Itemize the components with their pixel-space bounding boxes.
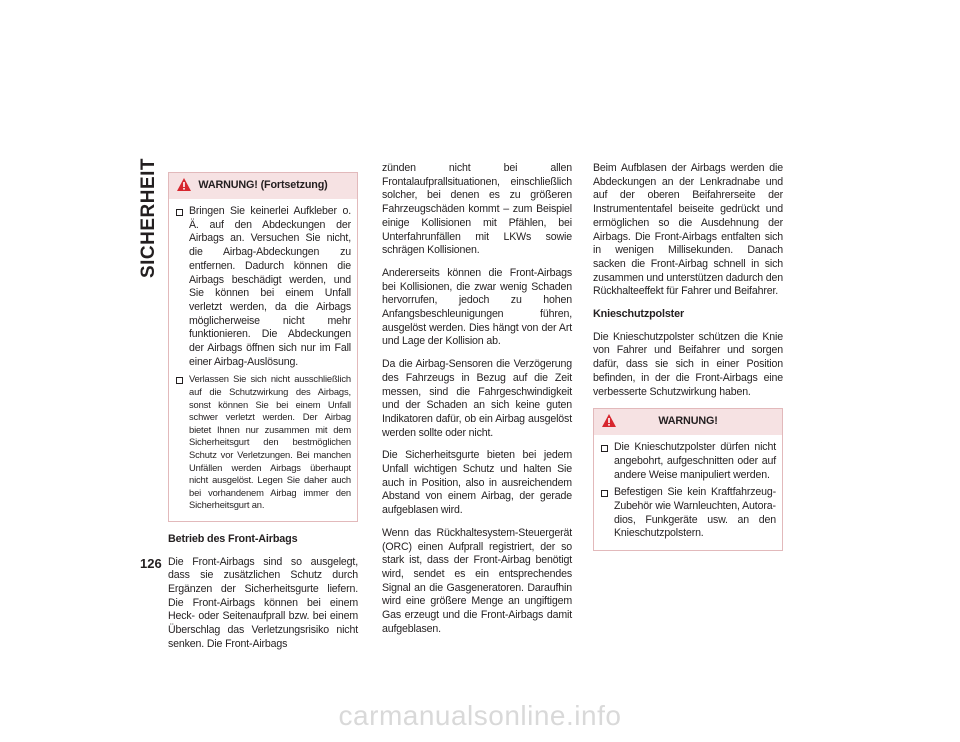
bullet-box-icon xyxy=(601,490,608,497)
column-3 xyxy=(593,162,783,562)
body-paragraph: Wenn das Rückhaltesystem-Steuergerät (ORC) einen Aufprall registriert, der so stark ist, dass der Front-Airbag benötigt wird, sendet es ein entsprechendes Signal an die Gasgeneratoren. Daraufhin wird eine größere Menge an ungiftigem Gas erzeugt und die Front-Airbags damit aufgeblasen. xyxy=(382,526,572,635)
body-paragraph: Die Sicherheitsgurte bieten bei jedem Unfall wichtigen Schutz und halten Sie auch in Position, also in ausreichendem Abstand von einem Airbag, der gerade aufgeblasen wird. xyxy=(382,449,572,517)
bullet-box-icon xyxy=(176,377,183,384)
warning-box-continued xyxy=(168,172,358,522)
bullet-box-icon xyxy=(176,209,183,216)
body-paragraph: Die Front-Airbags sind so ausgelegt, dass sie zusätzlichen Schutz durch Ergänzen der Sicherheitsgurte liefern. Die Front-Airbags können bei einem Heck- oder Seitenaufprall bzw. bei einem Überschlag das Verletzungsrisiko nicht senken. Die Front-Airbags xyxy=(168,555,358,650)
warning-item-text: Die Knieschutzpolster dürfen nicht angebohrt, aufgeschnitten oder auf andere Weise manipuliert werden. xyxy=(614,441,776,481)
warning-body xyxy=(594,435,782,550)
warning-box xyxy=(593,408,783,551)
column-2 xyxy=(382,162,572,646)
section-title-text: SICHERHEIT xyxy=(138,157,160,278)
warning-item-text: Verlassen Sie sich nicht ausschließlich auf die Schutzwirkung des Airbags, sonst können Sie bei einem Unfall schwer verletzt werden. Der Airbag bietet Ihnen nur zusammen mit dem Sicherheitsgurt den bestmöglichen Schutz vor Verletzungen. Bei manchen Unfällen werden Airbags überhaupt nicht ausgelöst. Legen Sie daher auch bei vorhandenem Airbag immer den Sicherheitsgurt an. xyxy=(189,373,351,511)
warning-item xyxy=(600,486,776,541)
warning-triangle-icon xyxy=(176,177,192,192)
warning-item-text: Befestigen Sie kein Kraftfahrzeug-Zubehör wie Warnleuchten, Autoradios, Funkgeräte usw. an den Knieschutzpolstern. xyxy=(614,486,776,540)
warning-header xyxy=(594,409,782,435)
body-paragraph: zünden nicht bei allen Frontalaufprallsituationen, einschließlich solcher, bei denen es zu größeren Fahrzeugschäden kommt – zum Beispiel einige Kollisionen mit Pfählen, bei Unterfahrunfällen mit LKWs sowie schrägen Kollisionen. xyxy=(382,162,572,257)
column-1 xyxy=(168,172,358,661)
warning-body xyxy=(169,199,357,521)
watermark: carmanualsonline.info xyxy=(338,700,622,731)
section-side-title xyxy=(137,157,161,278)
warning-item xyxy=(600,441,776,482)
section-heading: Knieschutzpolster xyxy=(593,308,685,321)
warning-item-text: Bringen Sie keinerlei Aufkleber o. Ä. auf den Abdeckungen der Airbags an. Versuchen Sie nicht, die Airbag-Abdeckungen zu entfernen. Dadurch können die Airbags beschädigt werden, und Sie können bei einem Unfall verletzt werden, da die Airbags möglicherweise nicht mehr funktionieren. Die Abdeckungen der Airbags öffnen sich nur im Fall einer Airbag-Auslösung. xyxy=(189,205,351,368)
body-paragraph: Andererseits können die Front-Airbags bei Kollisionen, die zwar wenig Schaden hervorrufen, jedoch zu hohen Anfangsbeschleunigungen führen, ausgelöst werden. Dies hängt von der Art und Lage der Kollision ab. xyxy=(382,266,572,348)
warning-title: WARNUNG! (Fortsetzung) xyxy=(198,179,328,192)
warning-header xyxy=(169,173,357,199)
body-paragraph: Die Knieschutzpolster schützen die Knie von Fahrer und Beifahrer und sorgen dafür, dass sie sich in einer Position befinden, in der die Front-Airbags eine verbesserte Schutzwirkung haben. xyxy=(593,330,783,398)
warning-item xyxy=(175,373,351,512)
warning-triangle-icon xyxy=(601,413,617,428)
body-paragraph: Da die Airbag-Sensoren die Verzögerung des Fahrzeugs in Bezug auf die Zeit messen, sind die Fahrgeschwindigkeit und der Schaden an sich keine guten Indikatoren dafür, ob ein Airbag ausgelöst werden sollte oder nicht. xyxy=(382,358,572,439)
section-heading: Betrieb des Front-Airbags xyxy=(168,532,298,545)
warning-item xyxy=(175,205,351,369)
body-paragraph: Beim Aufblasen der Airbags werden die Abdeckungen an der Lenkradnabe und auf der oberen Beifahrerseite der Instrumententafel beiseite gedrückt und ermöglichen so die Ausdehnung der Airbags. Die Front-Airbags entfalten sich in wenigen Millisekunden. Danach sacken die Front-Airbag schnell in sich zusammen und unterstützen dadurch den Rückhalteeffekt für Fahrer und Beifahrer. xyxy=(593,162,783,298)
warning-title: WARNUNG! xyxy=(658,415,718,428)
bullet-box-icon xyxy=(601,445,608,452)
page-number: 126 xyxy=(140,556,162,571)
